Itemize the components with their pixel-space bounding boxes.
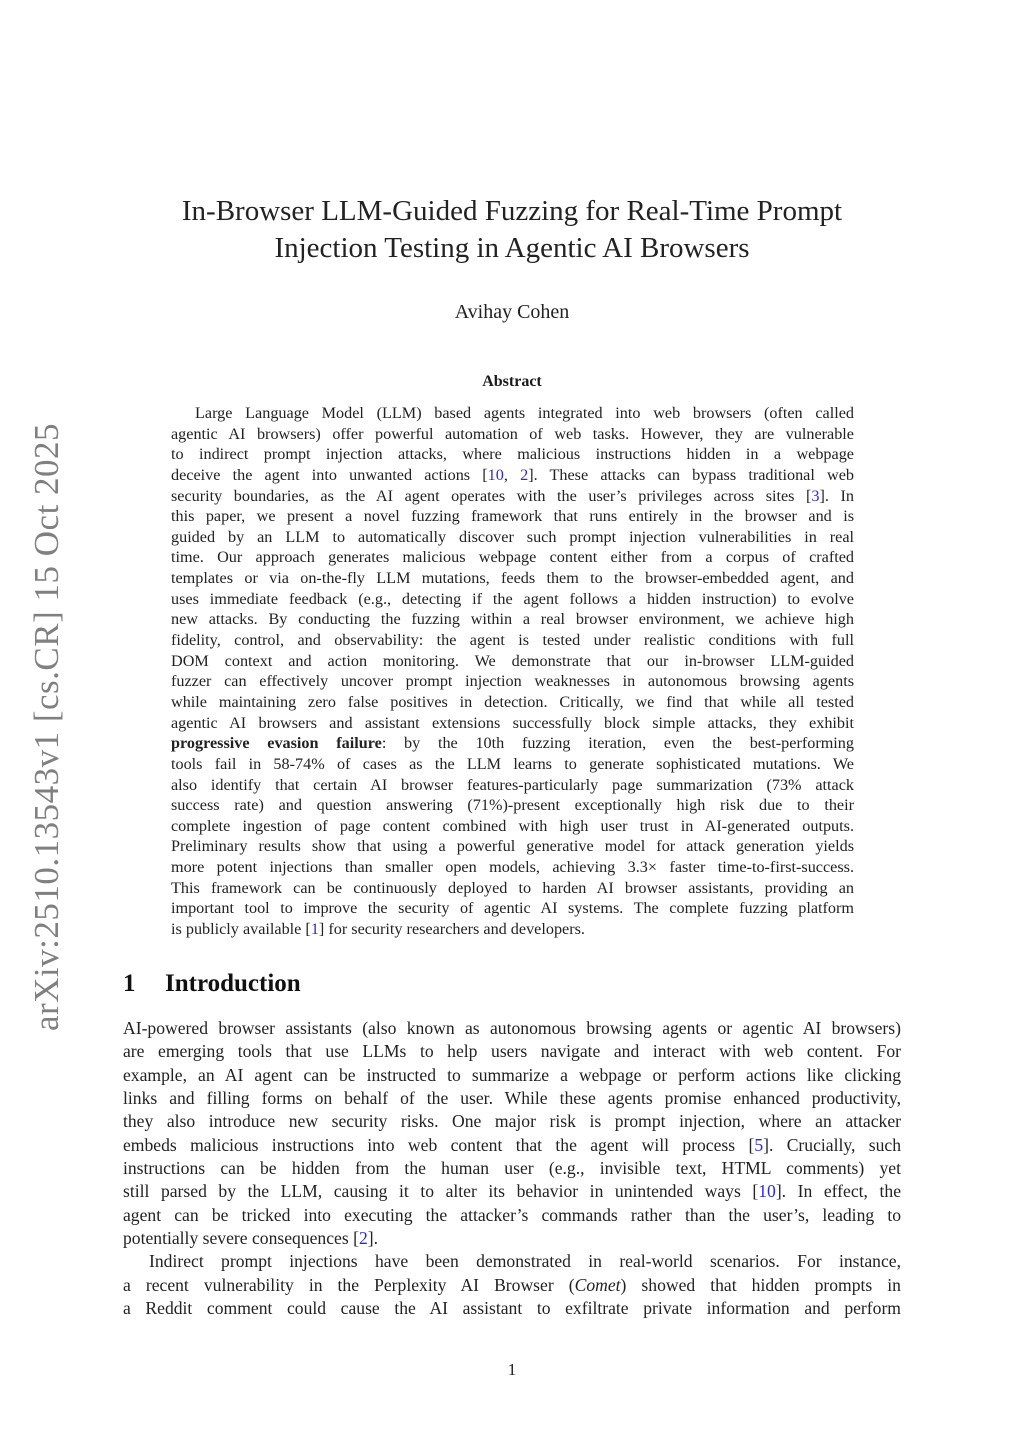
- abstract-line: templates or via on-the-fly LLM mutations, feeds them to the browser-embedded agent, and: [171, 569, 854, 588]
- abstract-line: Preliminary results show that using a powerful generative model for attack generation yields: [171, 837, 854, 856]
- abstract-line: to indirect prompt injection attacks, where malicious instructions hidden in a webpage: [171, 445, 854, 464]
- abstract-line: agentic AI browsers) offer powerful automation of web tasks. However, they are vulnerable: [171, 424, 854, 443]
- abstract-line: also identify that certain AI browser features-particularly page summarization (73% attack: [171, 775, 854, 794]
- arxiv-identifier: arXiv:2510.13543v1 [cs.CR] 15 Oct 2025: [27, 422, 66, 1032]
- citation-link[interactable]: 3: [811, 486, 820, 505]
- abstract-line: agentic AI browsers and assistant extensions successfully block simple attacks, they exhibit: [171, 713, 854, 732]
- abstract-line: fuzzer can effectively uncover prompt injection weaknesses in autonomous browsing agents: [171, 672, 854, 691]
- citation-link[interactable]: 10: [487, 465, 504, 484]
- section-heading: [123, 970, 301, 998]
- body-line: they also introduce new security risks. One major risk is prompt injection, where an attacker: [123, 1111, 901, 1132]
- body-line: still parsed by the LLM, causing it to alter its behavior in unintended ways [10]. In effect, the: [123, 1181, 901, 1202]
- citation-link[interactable]: 10: [758, 1181, 776, 1202]
- abstract-line: complete ingestion of page content combined with high user trust in AI-generated outputs.: [171, 816, 854, 835]
- page-number: 1: [507, 1360, 517, 1379]
- abstract-line: fidelity, control, and observability: the agent is tested under realistic conditions with full: [171, 631, 854, 650]
- body-line: embeds malicious instructions into web content that the agent will process [5]. Crucially, such: [123, 1134, 901, 1155]
- abstract-line: while maintaining zero false positives in detection. Critically, we find that while all tested: [171, 692, 854, 711]
- abstract-line: time. Our approach generates malicious webpage content either from a corpus of crafted: [171, 548, 854, 567]
- body-line: a Reddit comment could cause the AI assistant to exfiltrate private information and perform: [123, 1298, 901, 1319]
- abstract-line: new attacks. By conducting the fuzzing within a real browser environment, we achieve high: [171, 610, 854, 629]
- body-line: potentially severe consequences [2].: [123, 1228, 379, 1249]
- introduction-body: [123, 1017, 901, 1320]
- abstract-heading: Abstract: [482, 373, 542, 390]
- abstract-line: more potent injections than smaller open models, achieving 3.3× faster time-to-first-success.: [171, 858, 854, 877]
- title-line-1: In-Browser LLM-Guided Fuzzing for Real-Time Prompt: [181, 195, 843, 227]
- author-name: Avihay Cohen: [454, 301, 570, 323]
- title-line-2: Injection Testing in Agentic AI Browsers: [274, 232, 750, 264]
- abstract-line: success rate) and question answering (71%)-present exceptionally high risk due to their: [171, 796, 854, 815]
- abstract-line: this paper, we present a novel fuzzing framework that runs entirely in the browser and is: [171, 507, 854, 526]
- body-line: example, an AI agent can be instructed to summarize a webpage or perform actions like clicking: [123, 1064, 901, 1085]
- paper-title: [130, 193, 894, 267]
- abstract-line: is publicly available [1] for security researchers and developers.: [171, 920, 585, 939]
- abstract-line: progressive evasion failure: by the 10th fuzzing iteration, even the best-performing: [171, 734, 854, 753]
- abstract-line: Large Language Model (LLM) based agents integrated into web browsers (often called: [195, 404, 854, 422]
- abstract-line: This framework can be continuously deployed to harden AI browser assistants, providing an: [171, 878, 854, 897]
- body-line: agent can be tricked into executing the attacker’s commands rather than the user’s, leading to: [123, 1204, 901, 1225]
- body-line: Indirect prompt injections have been demonstrated in real-world scenarios. For instance,: [149, 1251, 901, 1272]
- citation-link[interactable]: 2: [358, 1228, 368, 1249]
- abstract-line: DOM context and action monitoring. We demonstrate that our in-browser LLM-guided: [171, 651, 854, 670]
- emphasis-italic: Comet: [574, 1274, 621, 1295]
- body-line: are emerging tools that use LLMs to help users navigate and interact with web content. For: [123, 1041, 901, 1062]
- citation-link[interactable]: 5: [754, 1134, 764, 1155]
- abstract-line: deceive the agent into unwanted actions [10, 2]. These attacks can bypass traditional web: [171, 465, 855, 484]
- abstract-line: tools fail in 58-74% of cases as the LLM learns to generate sophisticated mutations. We: [171, 754, 854, 773]
- citation-link[interactable]: 1: [310, 920, 319, 939]
- body-line: a recent vulnerability in the Perplexity AI Browser (Comet) showed that hidden prompts in: [123, 1274, 901, 1295]
- abstract-line: guided by an LLM to automatically discover such prompt injection vulnerabilities in real: [171, 527, 854, 546]
- section-number: 1: [123, 970, 136, 997]
- body-line: AI-powered browser assistants (also known as autonomous browsing agents or agentic AI browsers): [123, 1018, 901, 1038]
- abstract-line: uses immediate feedback (e.g., detecting if the agent follows a hidden instruction) to evolve: [171, 589, 854, 608]
- body-line: links and filling forms on behalf of the user. While these agents promise enhanced productivity,: [123, 1088, 901, 1109]
- body-line: instructions can be hidden from the human user (e.g., invisible text, HTML comments) yet: [123, 1158, 901, 1179]
- abstract-body: [171, 403, 854, 940]
- emphasis-bold: progressive evasion failure: [171, 734, 382, 753]
- abstract-line: important tool to improve the security of agentic AI systems. The complete fuzzing platform: [171, 899, 854, 918]
- citation-link[interactable]: 2: [520, 465, 529, 484]
- section-title: Introduction: [165, 970, 301, 997]
- abstract-line: security boundaries, as the AI agent operates with the user’s privileges across sites [3]. In: [171, 486, 854, 505]
